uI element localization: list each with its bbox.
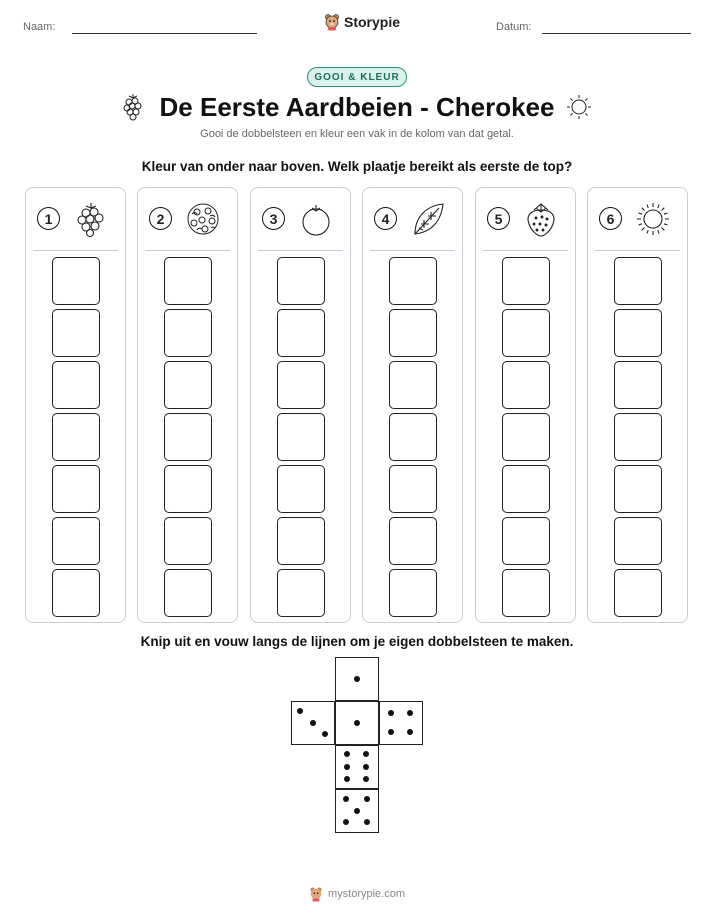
color-box[interactable]: [614, 257, 662, 305]
footer-url: mystorypie.com: [327, 888, 406, 900]
color-box[interactable]: [164, 413, 212, 461]
sun-icon: [565, 93, 593, 121]
color-box[interactable]: [52, 569, 100, 617]
color-box[interactable]: [389, 361, 437, 409]
color-box[interactable]: [502, 309, 550, 357]
die-pip: [388, 729, 394, 735]
color-box[interactable]: [614, 361, 662, 409]
activity-tag: GOOI & KLEUR: [307, 67, 407, 87]
die-face-1: [335, 657, 379, 701]
strawberry-icon: [522, 200, 560, 238]
color-box[interactable]: [502, 569, 550, 617]
die-pip: [354, 720, 360, 726]
brand-logo: [324, 13, 400, 31]
column-divider: [595, 250, 680, 251]
column-number: 6: [599, 207, 622, 230]
color-box[interactable]: [164, 309, 212, 357]
die-face-6: [335, 745, 379, 789]
color-box[interactable]: [614, 517, 662, 565]
date-label: Datum:: [496, 21, 532, 33]
color-box[interactable]: [389, 569, 437, 617]
color-box[interactable]: [389, 413, 437, 461]
die-pip: [322, 731, 328, 737]
column-1: [25, 187, 126, 623]
column-5: [475, 187, 576, 623]
column-number: 5: [487, 207, 510, 230]
die-pip: [407, 729, 413, 735]
footer: [0, 886, 714, 902]
color-box[interactable]: [164, 569, 212, 617]
column-2: [137, 187, 238, 623]
color-box[interactable]: [277, 361, 325, 409]
color-box[interactable]: [164, 361, 212, 409]
color-box[interactable]: [502, 465, 550, 513]
die-pip: [363, 764, 369, 770]
die-face-3: [291, 701, 335, 745]
die-face-5: [335, 789, 379, 833]
color-box[interactable]: [164, 257, 212, 305]
column-divider: [145, 250, 230, 251]
color-box[interactable]: [502, 361, 550, 409]
column-3: [250, 187, 351, 623]
die-pip: [354, 676, 360, 682]
column-divider: [370, 250, 455, 251]
color-box[interactable]: [164, 517, 212, 565]
column-6: [587, 187, 688, 623]
column-number: 4: [374, 207, 397, 230]
color-box[interactable]: [277, 465, 325, 513]
cut-instruction: Knip uit en vouw langs de lijnen om je eigen dobbelsteen te maken.: [140, 634, 574, 649]
die-pip: [343, 819, 349, 825]
leaf-icon: [409, 200, 447, 238]
die-pip: [297, 708, 303, 714]
die-pip: [363, 776, 369, 782]
column-divider: [33, 250, 118, 251]
color-box[interactable]: [52, 465, 100, 513]
die-pip: [388, 710, 394, 716]
color-box[interactable]: [389, 309, 437, 357]
die-pip: [407, 710, 413, 716]
color-box[interactable]: [277, 309, 325, 357]
sun-icon: [634, 200, 672, 238]
name-label: Naam:: [23, 21, 56, 33]
color-box[interactable]: [52, 309, 100, 357]
column-number: 2: [149, 207, 172, 230]
bear-icon: [309, 886, 323, 902]
color-box[interactable]: [614, 465, 662, 513]
die-pip: [344, 764, 350, 770]
color-box[interactable]: [614, 309, 662, 357]
color-box[interactable]: [389, 257, 437, 305]
page-subtitle: Gooi de dobbelsteen en kleur een vak in de kolom van dat getal.: [200, 128, 514, 140]
die-pip: [364, 819, 370, 825]
page-title: De Eerste Aardbeien - Cherokee: [159, 92, 555, 122]
raspberry-icon: [72, 200, 110, 238]
color-box[interactable]: [614, 569, 662, 617]
instruction-text: Kleur van onder naar boven. Welk plaatje bereikt als eerste de top?: [141, 159, 573, 174]
bear-icon: [324, 13, 340, 31]
color-box[interactable]: [389, 517, 437, 565]
flower-bush-icon: [184, 200, 222, 238]
column-divider: [258, 250, 343, 251]
name-line[interactable]: [72, 33, 257, 34]
brand-name: Storypie: [344, 14, 401, 30]
color-box[interactable]: [502, 517, 550, 565]
color-box[interactable]: [389, 465, 437, 513]
color-box[interactable]: [277, 569, 325, 617]
die-pip: [344, 751, 350, 757]
die-pip: [344, 776, 350, 782]
color-box[interactable]: [52, 257, 100, 305]
date-line[interactable]: [542, 33, 691, 34]
column-number: 1: [37, 207, 60, 230]
tomato-icon: [297, 200, 335, 238]
column-4: [362, 187, 463, 623]
color-box[interactable]: [614, 413, 662, 461]
die-pip: [363, 751, 369, 757]
die-face-4: [379, 701, 423, 745]
die-pip: [310, 720, 316, 726]
color-box[interactable]: [52, 517, 100, 565]
color-box[interactable]: [52, 413, 100, 461]
color-box[interactable]: [52, 361, 100, 409]
column-number: 3: [262, 207, 285, 230]
color-box[interactable]: [277, 517, 325, 565]
die-pip: [354, 808, 360, 814]
die-pip: [364, 796, 370, 802]
color-box[interactable]: [277, 257, 325, 305]
color-box[interactable]: [164, 465, 212, 513]
die-pip: [343, 796, 349, 802]
color-box[interactable]: [277, 413, 325, 461]
die-face-1: [335, 701, 379, 745]
color-box[interactable]: [502, 257, 550, 305]
column-divider: [483, 250, 568, 251]
color-box[interactable]: [502, 413, 550, 461]
